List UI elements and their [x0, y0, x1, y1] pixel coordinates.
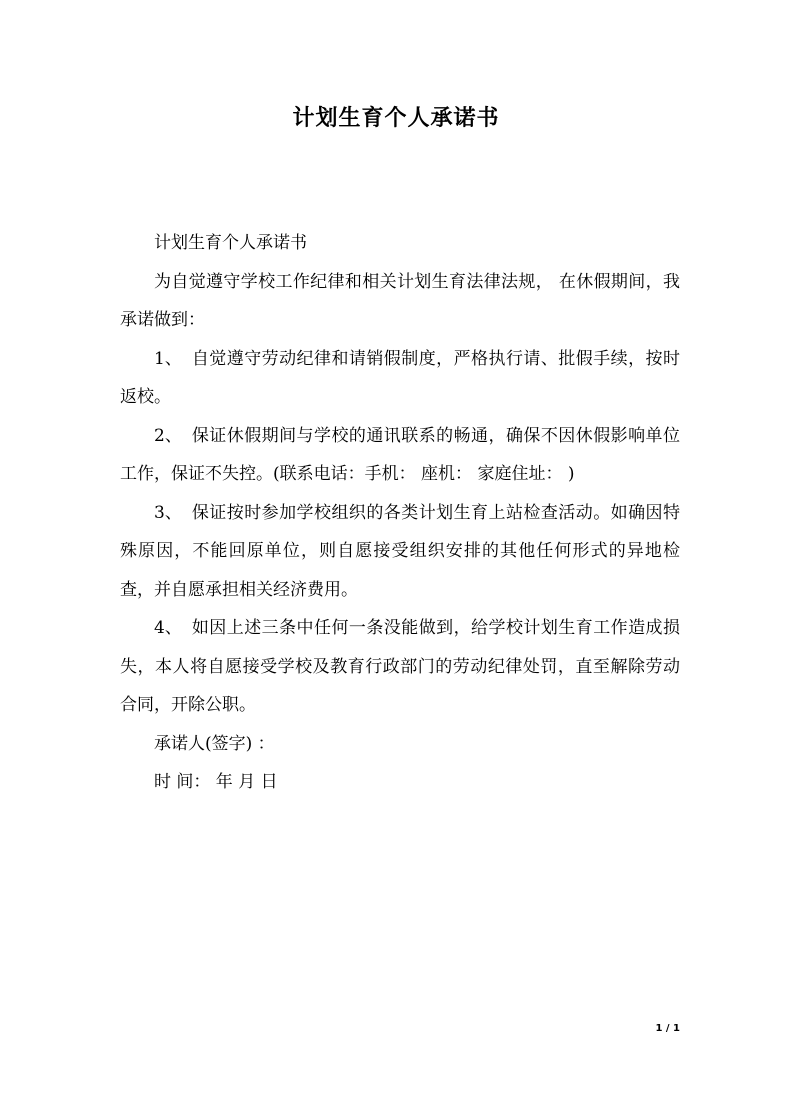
paragraph-heading: 计划生育个人承诺书 — [154, 233, 307, 253]
paragraph-item-1 — [120, 340, 680, 417]
page-number: 1 / 1 — [655, 1023, 680, 1034]
item-text: 自觉遵守劳动纪律和请销假制度，严格执行请、批假手续，按时返校。 — [120, 348, 680, 407]
document-title: 计划生育个人承诺书 — [292, 105, 500, 131]
item-text: 保证按时参加学校组织的各类计划生育上站检查活动。如确因特殊原因，不能回原单位，则自愿接受组织安排的其他任何形式的异地检查，并自愿承担相关经济费用。 — [120, 502, 680, 600]
item-number: 2、 — [154, 425, 182, 446]
item-text: 如因上述三条中任何一条没能做到，给学校计划生育工作造成损失，本人将自愿接受学校及教育行政部门的劳动纪律处罚，直至解除劳动合同，开除公职。 — [120, 618, 680, 715]
paragraph-item-2 — [120, 417, 680, 494]
item-text: 保证休假期间与学校的通讯联系的畅通，确保不因休假影响单位工作，保证不失控。(联系电话：手机： 座机： 家庭住址： ) — [120, 425, 680, 484]
paragraph-item-4 — [120, 609, 680, 725]
item-number: 4、 — [154, 618, 182, 638]
signature-line: 承诺人(签字) ： — [154, 733, 275, 754]
date-line: 时 间： 年 月 日 — [154, 772, 278, 792]
item-number: 3、 — [154, 502, 182, 523]
paragraph-item-3 — [120, 494, 680, 610]
paragraph-intro: 为自觉遵守学校工作纪律和相关计划生育法律法规， 在休假期间，我承诺做到： — [120, 271, 680, 330]
document-body — [120, 224, 680, 802]
item-number: 1、 — [154, 348, 182, 369]
